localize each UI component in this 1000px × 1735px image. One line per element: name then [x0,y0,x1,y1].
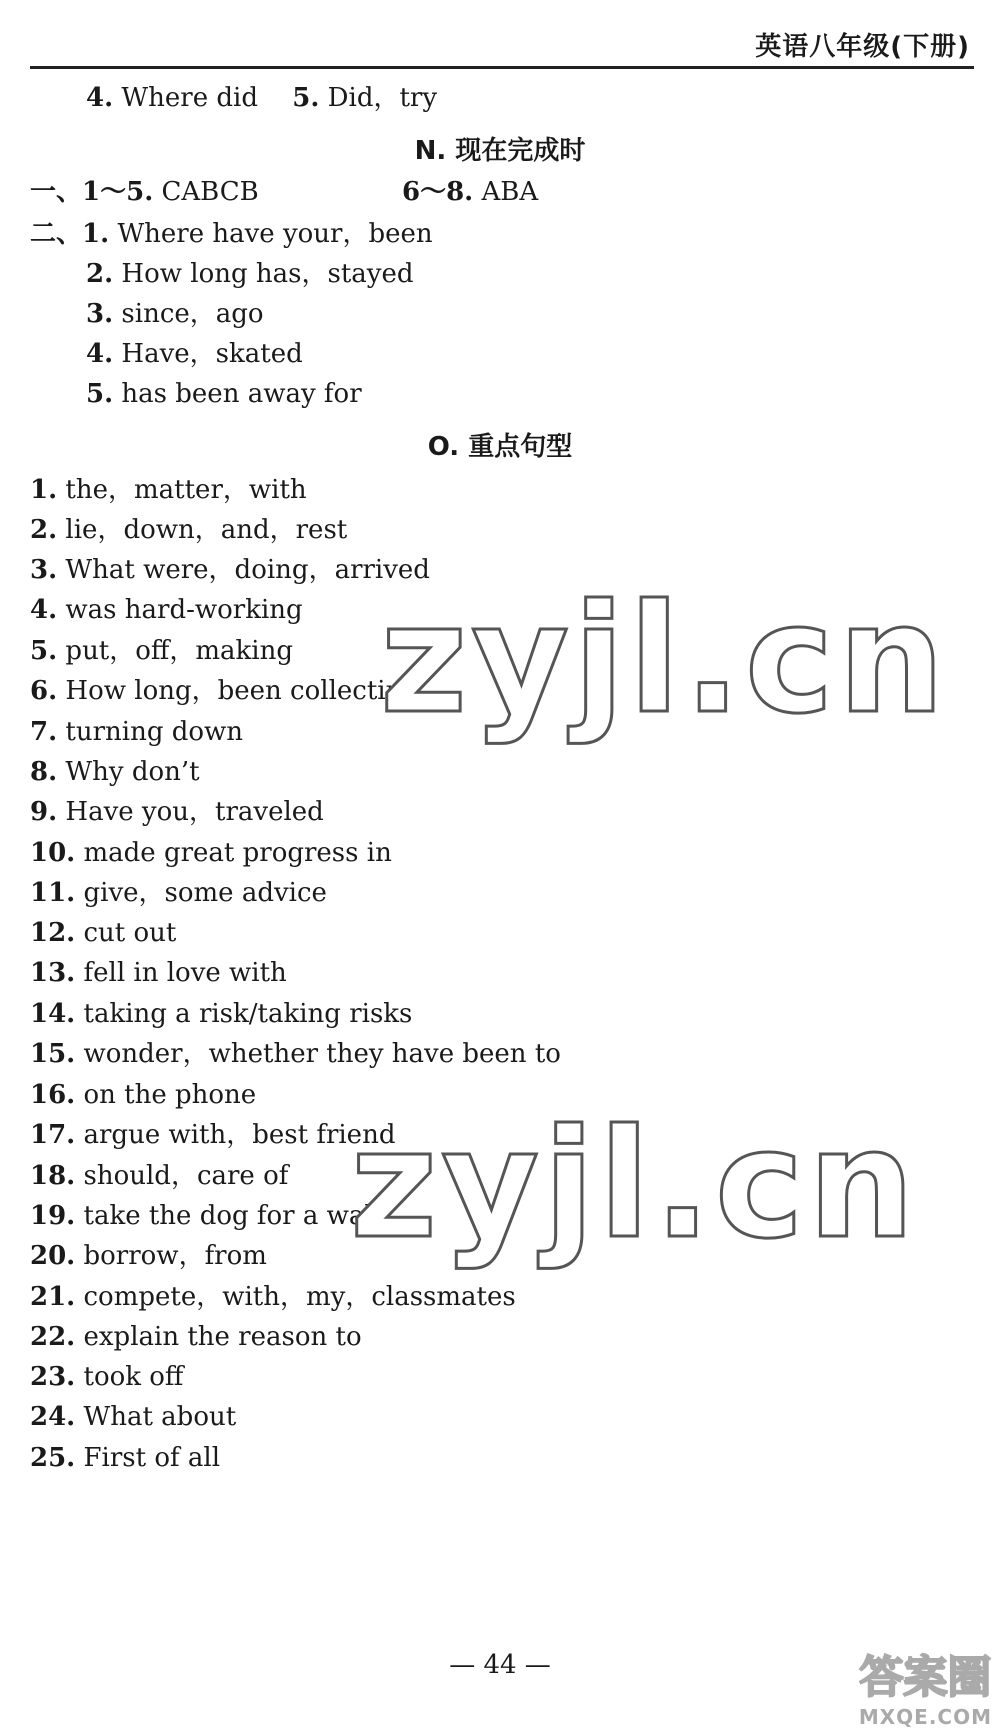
item-number: 8. [30,757,58,787]
item-number: 1. [30,475,58,505]
item-text: took off [83,1362,184,1392]
item-text: should，care of [83,1161,289,1191]
item-number: 1～5. [82,177,154,207]
item-text: What were，doing，arrived [65,555,430,585]
item-text: explain the reason to [83,1322,362,1352]
corner-logo [859,1641,992,1729]
item-number: 17. [30,1120,76,1150]
item-text: put，off，making [65,636,293,666]
answer-line [30,675,419,707]
item-text: ABA [481,177,539,207]
item-number: 12. [30,918,76,948]
item-text: on the phone [83,1080,257,1110]
item-text: compete，with，my，classmates [83,1282,516,1312]
answer-line [30,514,347,546]
answer-line [30,474,307,506]
item-text: fell in love with [83,958,287,988]
item-number: 16. [30,1080,76,1110]
item-number: 15. [30,1039,76,1069]
item-text: the，matter，with [65,475,307,505]
item-number: 23. [30,1362,76,1392]
item-text: What about [83,1402,237,1432]
answer-line [30,1361,183,1393]
answer-line [86,338,303,370]
answer-line [30,176,259,208]
item-text: Did，try [327,83,438,113]
answer-line [30,957,287,989]
item-text: take the dog for a walk [83,1201,389,1231]
item-number: 2. [30,515,58,545]
item-number: 4. [86,83,114,113]
item-number: 4. [30,595,58,625]
item-text: How long has，stayed [121,259,414,289]
item-number: 6. [30,676,58,706]
watermark: zyjl.cn [380,573,949,747]
corner-logo-text: 答案圈 [859,1652,992,1703]
item-number: 4. [86,339,114,369]
item-number: 14. [30,999,76,1029]
item-number: 18. [30,1161,76,1191]
answer-line [402,176,538,208]
item-text: cut out [83,918,177,948]
answer-line [30,1321,362,1353]
page-number: — 44 — [449,1650,551,1680]
answer-line [30,594,303,626]
item-text: argue with，best friend [83,1120,396,1150]
answer-line [30,1281,516,1313]
answer-line [86,378,362,410]
item-number: 25. [30,1443,76,1473]
corner-logo-domain: MXQE.COM [858,1705,992,1729]
part-prefix: 二、 [30,219,83,249]
item-text: taking a risk/taking risks [83,999,413,1029]
item-text: First of all [83,1443,221,1473]
part-prefix: 一、 [30,177,83,207]
item-number: 11. [30,878,76,908]
item-text: since，ago [121,299,264,329]
item-text: Where did [121,83,258,113]
item-number: 22. [30,1322,76,1352]
item-text: made great progress in [83,838,392,868]
item-text: borrow，from [83,1241,267,1271]
item-text: was hard-working [65,595,303,625]
item-text: Have you，traveled [65,797,324,827]
answer-line [30,756,200,788]
item-text: lie，down，and，rest [65,515,348,545]
answer-line [30,218,433,250]
answer-line [30,1038,561,1070]
item-number: 9. [30,797,58,827]
header-divider [30,66,974,69]
answer-line [30,998,412,1030]
item-number: 7. [30,717,58,747]
answer-line [30,877,327,909]
item-text: How long，been collecting [65,676,419,706]
answer-line [30,635,293,667]
item-number: 1. [82,219,110,249]
answer-line [30,917,176,949]
item-number: 24. [30,1402,76,1432]
header-title: 英语八年级(下册) [755,32,970,62]
answer-line [30,1401,236,1433]
item-number: 10. [30,838,76,868]
answer-line [86,82,437,114]
item-number: 13. [30,958,76,988]
answer-line [30,837,392,869]
item-number: 3. [86,299,114,329]
item-number: 3. [30,555,58,585]
answer-line [30,1160,288,1192]
item-number: 21. [30,1282,76,1312]
answer-line [30,796,324,828]
answer-line [30,716,243,748]
item-number: 5. [30,636,58,666]
item-number: 20. [30,1241,76,1271]
answer-line [86,298,264,330]
item-text: has been away for [121,379,362,409]
watermark: zyjl.cn [350,1098,919,1272]
answer-line [30,1119,395,1151]
item-text: give，some advice [83,878,327,908]
answer-line [30,1240,267,1272]
item-text: wonder，whether they have been to [83,1039,561,1069]
item-text: turning down [65,717,244,747]
item-text: Have，skated [121,339,303,369]
item-number: 5. [86,379,114,409]
answer-line [86,258,414,290]
item-number: 2. [86,259,114,289]
item-number: 5. [292,83,320,113]
answer-line [30,1442,220,1474]
item-number: 6～8. [402,177,474,207]
item-text: Where have your，been [117,219,433,249]
answer-line [30,554,430,586]
item-number: 19. [30,1201,76,1231]
answer-line [30,1200,388,1232]
section-title-n: N. 现在完成时 [414,136,586,166]
section-title-o: O. 重点句型 [427,432,573,462]
answer-line [30,1079,256,1111]
item-text: CABCB [161,177,259,207]
item-text: Why don’t [65,757,200,787]
